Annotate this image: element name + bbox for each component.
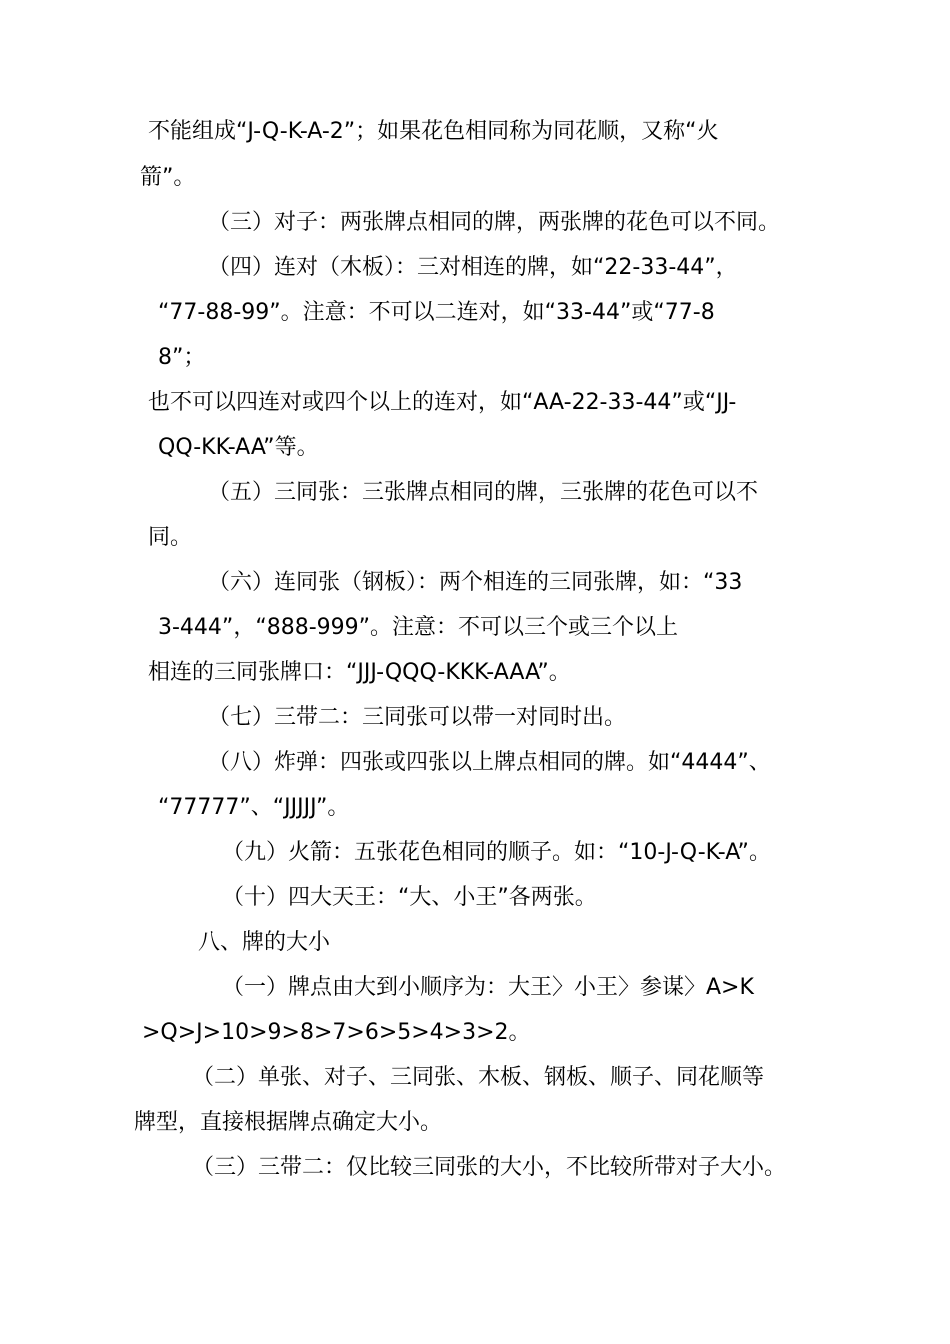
text-line: >Q>J>10>9>8>7>6>5>4>3>2。	[142, 1020, 531, 1045]
text-line: 3-444”，“888-999”。注意：不可以三个或三个以上	[158, 615, 679, 640]
text-line: （三）三带二：仅比较三同张的大小，不比较所带对子大小。	[192, 1155, 787, 1180]
text-line: （七）三带二：三同张可以带一对同时出。	[208, 705, 627, 730]
text-line: 同。	[148, 525, 193, 550]
text-line: “77-88-99”。注意：不可以二连对，如“33-44”或“77-8	[158, 300, 715, 325]
text-line: （十）四大天王：“大、小王”各两张。	[222, 885, 597, 910]
text-line: 牌型，直接根据牌点确定大小。	[134, 1110, 443, 1135]
text-line: （八）炸弹：四张或四张以上牌点相同的牌。如“4444”、	[208, 750, 771, 775]
text-line: 也不可以四连对或四个以上的连对，如“AA-22-33-44”或“JJ-	[148, 390, 737, 415]
text-line: （九）火箭：五张花色相同的顺子。如：“10-J-Q-K-A”。	[222, 840, 771, 865]
text-line: （二）单张、对子、三同张、木板、钢板、顺子、同花顺等	[192, 1065, 765, 1090]
text-line: （五）三同张：三张牌点相同的牌，三张牌的花色可以不	[208, 480, 759, 505]
text-line: QQ-KK-AA”等。	[158, 435, 319, 460]
text-line: “77777”、“JJJJJ”。	[158, 795, 350, 820]
text-line: （一）牌点由大到小顺序为：大王〉小王〉参谋〉A>K	[222, 975, 754, 1000]
section-heading: 八、牌的大小	[198, 930, 331, 955]
text-line: 相连的三同张牌口：“JJJ-QQQ-KKK-AAA”。	[148, 660, 571, 685]
text-line: （四）连对（木板）：三对相连的牌，如“22-33-44”，	[208, 255, 738, 280]
text-line: （三）对子：两张牌点相同的牌，两张牌的花色可以不同。	[208, 210, 781, 235]
text-line: 箭”。	[140, 165, 196, 190]
text-line: 不能组成“J-Q-K-A-2”；如果花色相同称为同花顺，又称“火	[148, 119, 719, 144]
text-line: 8”；	[158, 345, 206, 370]
text-line: （六）连同张（钢板）：两个相连的三同张牌，如：“33	[208, 570, 743, 595]
